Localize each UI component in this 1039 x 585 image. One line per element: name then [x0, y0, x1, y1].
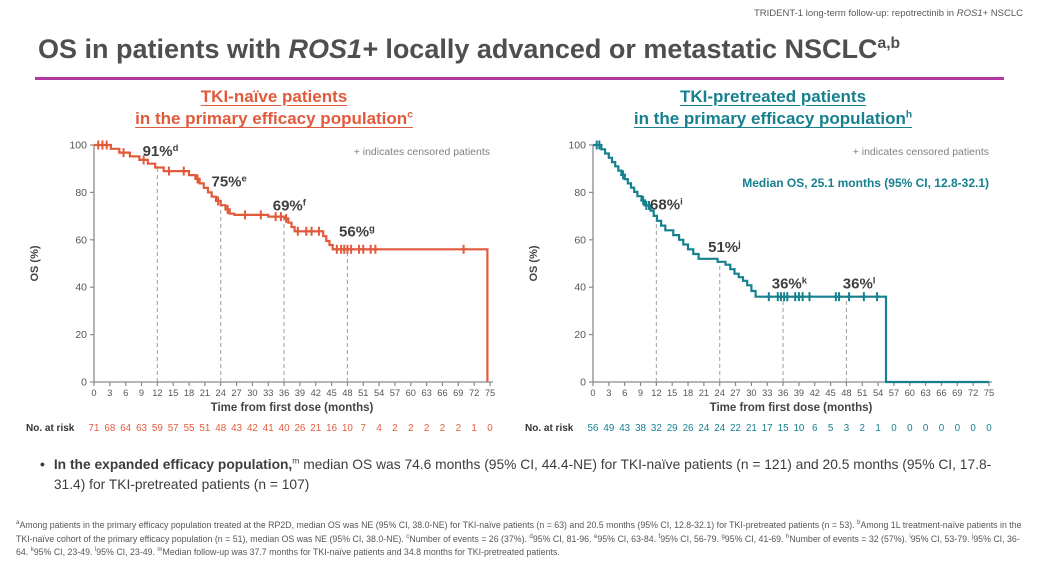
footnote-text: 95% CI, 56-79. — [660, 533, 722, 544]
y-tick-label: 100 — [69, 139, 87, 152]
footnote-marker: e — [593, 532, 598, 540]
at-risk-count: 2 — [439, 423, 446, 435]
x-tick-label: 66 — [437, 388, 448, 399]
x-tick-label: 27 — [730, 388, 741, 399]
footnote-marker: g — [721, 532, 725, 540]
x-tick-label: 33 — [263, 388, 274, 399]
at-risk-count: 10 — [341, 423, 353, 435]
title-prefix: OS in patients with — [38, 34, 289, 64]
at-risk-count: 3 — [843, 423, 850, 435]
y-tick-label: 40 — [75, 281, 87, 294]
at-risk-count: 41 — [262, 423, 274, 435]
x-tick-label: 48 — [342, 388, 353, 399]
footnote-marker: b — [857, 519, 861, 527]
landmark-rate-label: 69%$^f$ — [272, 197, 306, 215]
at-risk-count: 51 — [199, 423, 211, 435]
at-risk-count: 38 — [635, 423, 646, 435]
x-tick-label: 42 — [310, 388, 321, 399]
y-tick-label: 0 — [81, 376, 87, 389]
x-tick-label: 0 — [590, 388, 596, 399]
median-os-note: Median OS, 25.1 months (95% CI, 12.8-32.1) — [742, 176, 989, 191]
at-risk-count: 56 — [587, 423, 599, 435]
x-tick-label: 21 — [199, 388, 211, 399]
at-risk-count: 24 — [714, 423, 726, 435]
at-risk-count: 42 — [246, 423, 258, 435]
footnotes-block — [16, 519, 1024, 560]
km-chart-tki-pretreated — [523, 133, 1023, 445]
title-divider — [35, 77, 1004, 80]
at-risk-count: 10 — [793, 423, 805, 435]
x-tick-label: 63 — [920, 388, 931, 399]
title-footnote-marker: a,b — [877, 35, 901, 52]
x-tick-label: 6 — [622, 388, 628, 399]
footnote-text: Median follow-up was 37.7 months for TKI-naïve patients and 34.8 months for TKI-pretreated patients. — [162, 547, 560, 558]
at-risk-count: 0 — [986, 423, 992, 435]
at-risk-count: 49 — [603, 423, 615, 435]
at-risk-count: 1 — [471, 423, 477, 435]
panel-title-tki-naive — [24, 86, 524, 130]
y-axis-title: OS (%) — [29, 245, 41, 282]
footnote-text: Number of events = 32 (57%). — [789, 533, 910, 544]
x-tick-label: 9 — [138, 388, 145, 399]
at-risk-count: 21 — [310, 423, 322, 435]
at-risk-count: 40 — [278, 423, 290, 435]
x-tick-label: 12 — [651, 388, 662, 399]
x-tick-label: 48 — [841, 388, 852, 399]
footnote-text: 95% CI, 63-84. — [597, 533, 659, 544]
at-risk-count: 2 — [859, 423, 866, 435]
panel-title-footnote-marker: h — [905, 109, 913, 121]
running-header-suffix: + NSCLC — [982, 8, 1023, 19]
footnote-text: 95% CI, 53-79. — [910, 533, 972, 544]
y-tick-label: 60 — [574, 234, 586, 247]
x-tick-label: 54 — [373, 388, 385, 399]
footnote-text: Among 1L treatment-naïve patients in the TKI-naïve cohort of the primary efficacy population (n = 51), median OS was NE (95% CI, 38.0-NE). — [16, 520, 1022, 544]
y-tick-label: 80 — [75, 187, 87, 200]
at-risk-count: 71 — [88, 423, 100, 435]
at-risk-count: 24 — [698, 423, 710, 435]
bullet-regular-segment: median OS was 74.6 months (95% CI, 44.4-NE) for TKI-naïve patients (n = 121) and 20.5 months (95% CI, 17.8-31.4) for TKI-pretreated patients (n = 107) — [53, 457, 992, 492]
x-tick-label: 30 — [746, 388, 757, 399]
y-tick-label: 100 — [568, 139, 586, 152]
x-tick-label: 72 — [468, 388, 480, 399]
at-risk-count: 26 — [294, 423, 306, 435]
panel-title-line1: TKI-pretreated patients — [679, 87, 867, 106]
footnote-text: 95% CI, 23-49. — [96, 547, 158, 558]
y-tick-label: 80 — [574, 187, 586, 200]
panel-title-tki-pretreated — [523, 86, 1023, 130]
panel-title-line2: in the primary efficacy population — [633, 109, 906, 129]
at-risk-count: 2 — [392, 423, 398, 435]
footnote-marker: i — [909, 532, 911, 540]
footnote-marker: f — [658, 532, 661, 540]
landmark-rate-sup: f — [302, 197, 306, 209]
at-risk-count: 43 — [231, 423, 243, 435]
running-header-gene: ROS1 — [956, 8, 983, 19]
at-risk-count: 0 — [970, 423, 976, 435]
footnote-marker: l — [94, 546, 97, 554]
x-axis-title: Time from first dose (months) — [709, 402, 873, 415]
at-risk-count: 26 — [682, 423, 694, 435]
x-tick-label: 36 — [777, 388, 789, 399]
x-tick-label: 33 — [762, 388, 773, 399]
bullet-marker: • — [40, 457, 45, 472]
x-tick-label: 57 — [389, 388, 401, 399]
x-tick-label: 72 — [967, 388, 979, 399]
bullet-text — [54, 455, 1018, 495]
x-tick-label: 60 — [405, 388, 416, 399]
at-risk-count: 0 — [487, 423, 493, 435]
x-tick-label: 51 — [857, 388, 868, 399]
y-tick-label: 20 — [75, 329, 87, 342]
landmark-rate-sup: e — [241, 173, 247, 185]
panel-tki-naive — [24, 86, 524, 445]
at-risk-count: 68 — [104, 423, 116, 435]
x-tick-label: 3 — [107, 388, 113, 399]
landmark-rate-sup: l — [872, 275, 876, 287]
title-suffix: locally advanced or metastatic NSCLC — [377, 34, 878, 64]
at-risk-count: 57 — [167, 423, 179, 435]
panel-title-line2: in the primary efficacy population — [135, 109, 408, 129]
at-risk-count: 2 — [423, 423, 430, 435]
bullet-footnote-marker: m — [292, 455, 300, 466]
x-tick-label: 36 — [278, 388, 290, 399]
at-risk-count: 2 — [455, 423, 462, 435]
footnote-text: Among patients in the primary efficacy population treated at the RP2D, median OS was NE (95% CI, 38.0-NE) for TKI-naïve patients (n = 63) and 20.5 months (95% CI, 12.8-32.1) for TKI-pretreated patients (n = 53). — [19, 520, 858, 530]
x-tick-label: 15 — [667, 388, 678, 399]
x-tick-label: 6 — [123, 388, 129, 399]
landmark-rate-sup: i — [680, 196, 683, 208]
x-tick-label: 75 — [983, 388, 995, 399]
at-risk-count: 0 — [938, 423, 945, 435]
at-risk-count: 21 — [745, 423, 757, 435]
footnote-marker: m — [157, 546, 163, 554]
x-tick-label: 75 — [484, 388, 496, 399]
at-risk-label: No. at risk — [525, 423, 574, 435]
x-tick-label: 54 — [872, 388, 884, 399]
x-tick-label: 69 — [952, 388, 963, 399]
x-tick-label: 57 — [888, 388, 900, 399]
y-tick-label: 40 — [574, 281, 586, 294]
at-risk-count: 0 — [922, 423, 929, 435]
footnote-text: 95% CI, 36-64. — [16, 533, 1020, 558]
x-tick-label: 0 — [91, 388, 97, 399]
at-risk-count: 1 — [875, 423, 881, 435]
at-risk-count: 4 — [376, 423, 382, 435]
at-risk-count: 59 — [151, 423, 163, 435]
key-result-bullet — [40, 455, 1018, 495]
at-risk-count: 32 — [650, 423, 662, 435]
footnote-text: Number of events = 26 (37%). — [409, 533, 530, 544]
panel-title-footnote-marker: c — [407, 109, 413, 121]
x-tick-label: 24 — [215, 388, 226, 399]
x-tick-label: 18 — [183, 388, 195, 399]
at-risk-label: No. at risk — [26, 423, 75, 435]
x-tick-label: 9 — [637, 388, 644, 399]
at-risk-count: 64 — [120, 423, 132, 435]
footnote-marker: a — [16, 519, 20, 527]
x-tick-label: 21 — [698, 388, 710, 399]
km-chart-tki-naive — [24, 133, 524, 445]
x-tick-label: 27 — [231, 388, 242, 399]
x-tick-label: 18 — [682, 388, 694, 399]
x-tick-label: 51 — [358, 388, 369, 399]
x-tick-label: 45 — [326, 388, 337, 399]
y-tick-label: 0 — [580, 376, 586, 389]
footnote-text: 95% CI, 23-49. — [33, 547, 95, 558]
at-risk-count: 22 — [730, 423, 742, 435]
at-risk-count: 43 — [619, 423, 631, 435]
x-tick-label: 69 — [453, 388, 464, 399]
x-tick-label: 39 — [793, 388, 805, 399]
landmark-rate-label: 51%$^j$ — [708, 239, 741, 257]
footnote-text: 95% CI, 41-69. — [724, 533, 786, 544]
footnote-text: 95% CI, 81-96. — [532, 533, 594, 544]
at-risk-count: 7 — [360, 423, 367, 435]
footnote-marker: k — [30, 546, 34, 554]
landmark-rate-label: 75%$^e$ — [211, 173, 247, 191]
landmark-rate-sup: g — [369, 223, 375, 235]
at-risk-count: 16 — [326, 423, 338, 435]
at-risk-count: 5 — [827, 423, 834, 435]
at-risk-count: 0 — [907, 423, 913, 435]
at-risk-count: 48 — [215, 423, 227, 435]
x-tick-label: 42 — [809, 388, 820, 399]
panel-title-line1: TKI-naïve patients — [200, 87, 348, 106]
page-title — [38, 34, 900, 65]
at-risk-count: 29 — [666, 423, 678, 435]
landmark-rate-sup: d — [172, 143, 179, 155]
at-risk-count: 0 — [891, 423, 897, 435]
landmark-rate-label: 91%$^d$ — [142, 143, 179, 161]
at-risk-count: 6 — [812, 423, 818, 435]
x-tick-label: 45 — [825, 388, 836, 399]
y-tick-label: 20 — [574, 329, 586, 342]
at-risk-count: 55 — [183, 423, 195, 435]
x-tick-label: 60 — [904, 388, 915, 399]
x-tick-label: 3 — [606, 388, 612, 399]
y-axis-title: OS (%) — [528, 245, 540, 282]
at-risk-count: 2 — [408, 423, 414, 435]
x-tick-label: 66 — [936, 388, 947, 399]
landmark-rate-sup: j — [738, 239, 741, 251]
x-tick-label: 15 — [168, 388, 179, 399]
at-risk-count: 0 — [954, 423, 961, 435]
x-tick-label: 63 — [421, 388, 432, 399]
y-tick-label: 60 — [75, 234, 87, 247]
title-gene: ROS1+ — [288, 34, 378, 64]
landmark-rate-label: 36%$^k$ — [771, 275, 808, 293]
landmark-rate-label: 68%$^i$ — [650, 196, 683, 214]
landmark-rate-label: 36%$^l$ — [842, 275, 876, 293]
x-tick-label: 30 — [247, 388, 258, 399]
footnote-marker: j — [971, 532, 974, 540]
landmark-rate-label: 56%$^g$ — [339, 223, 375, 241]
at-risk-count: 17 — [761, 423, 773, 435]
footnote-marker: h — [785, 532, 790, 540]
at-risk-count: 15 — [777, 423, 789, 435]
landmark-rate-sup: k — [801, 275, 808, 287]
running-header-prefix: TRIDENT-1 long-term follow-up: repotrectinib in — [753, 8, 957, 19]
x-tick-label: 24 — [714, 388, 725, 399]
km-step-curve — [94, 145, 487, 382]
x-axis-title: Time from first dose (months) — [210, 402, 374, 415]
panel-tki-pretreated — [523, 86, 1023, 445]
at-risk-count: 63 — [136, 423, 147, 435]
slide-running-header — [754, 8, 1023, 19]
censored-note: + indicates censored patients — [852, 146, 989, 159]
footnote-marker: c — [406, 532, 410, 540]
x-tick-label: 12 — [152, 388, 163, 399]
footnote-marker: d — [529, 532, 533, 540]
censored-note: + indicates censored patients — [353, 146, 490, 159]
x-tick-label: 39 — [294, 388, 306, 399]
bullet-bold-segment: In the expanded efficacy population, — [53, 457, 293, 472]
